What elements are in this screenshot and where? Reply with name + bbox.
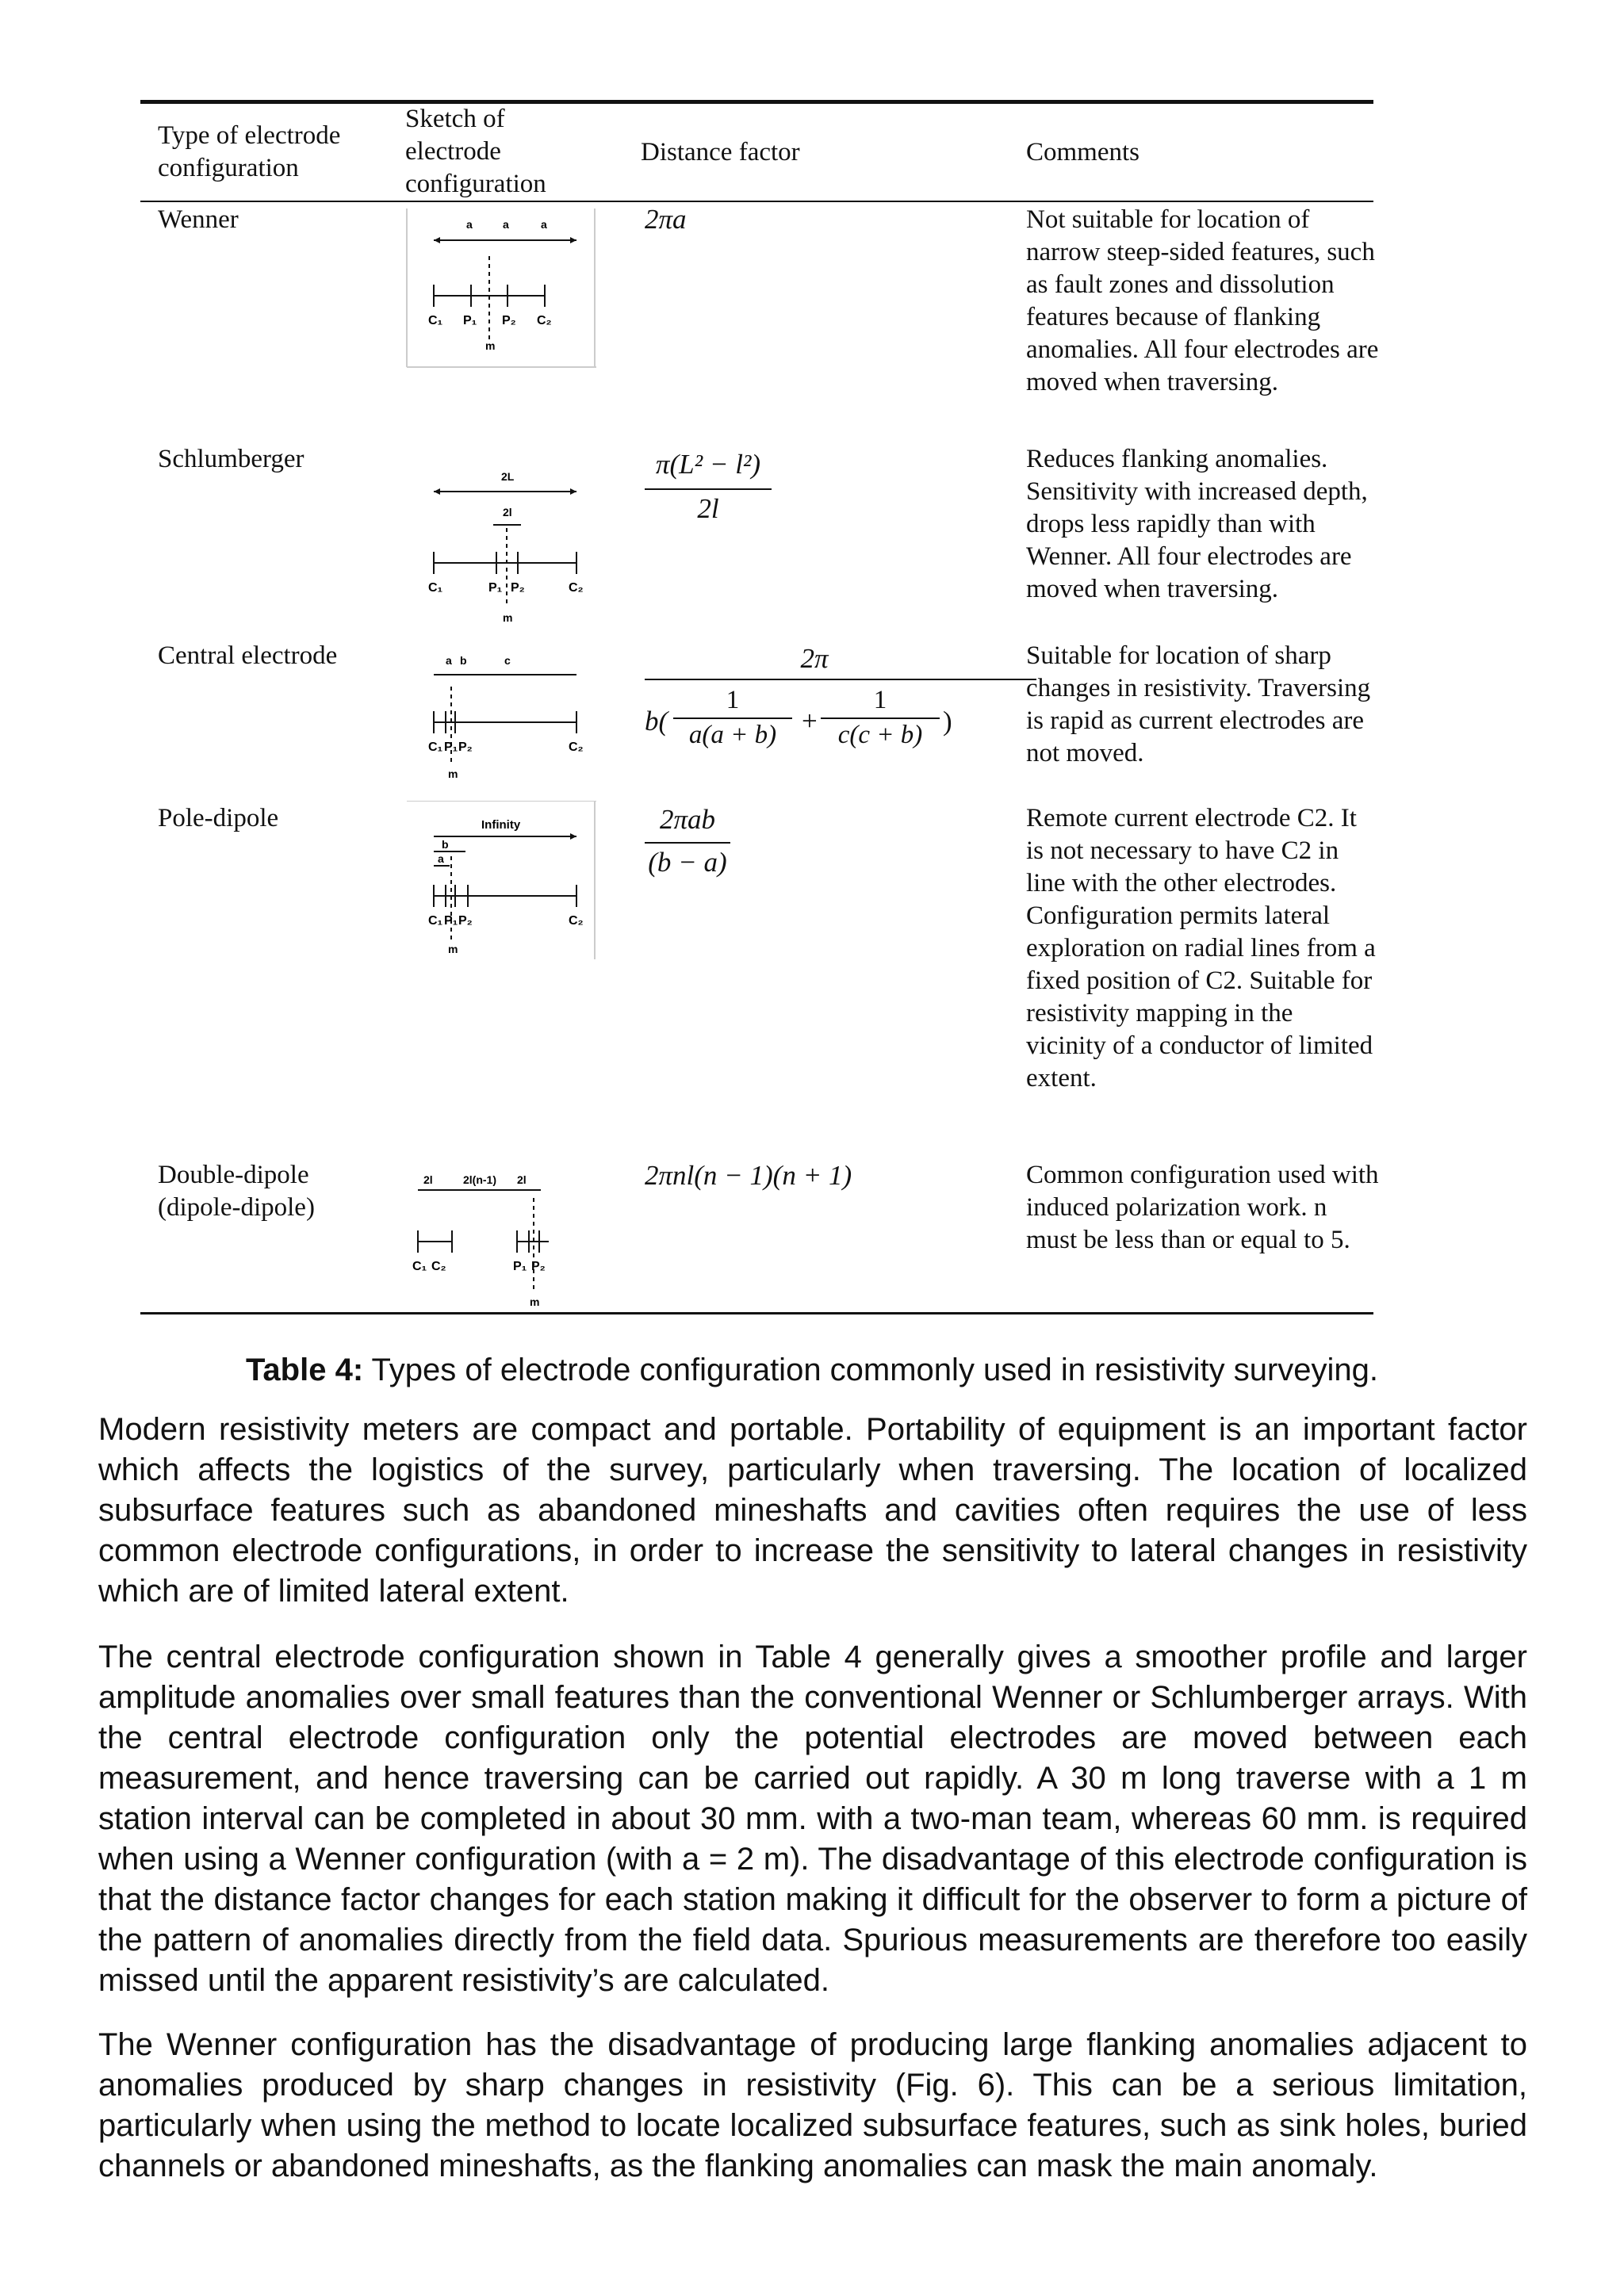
central-electrode-sketch <box>406 643 596 806</box>
pole-dipole-label-b: b <box>442 838 449 851</box>
row-wenner-type: Wenner <box>158 205 239 234</box>
double-dipole-label-2l-left: 2l <box>423 1173 433 1186</box>
double-dipole-label-2l-n: 2l(n-1) <box>463 1173 496 1186</box>
central-label-b: b <box>460 654 467 667</box>
wenner-label-a2: a <box>503 218 509 231</box>
schlumberger-comments: Reduces flanking anomalies. Sensitivity with increased depth, drops less rapidly than with Wenner. All four electrodes are moved when traversing. <box>1026 445 1368 603</box>
central-formula-bar-2 <box>821 718 940 719</box>
header-distance-factor: Distance factor <box>641 138 800 166</box>
central-formula-main-bar <box>645 679 1036 680</box>
row-schlumberger-type: Schlumberger <box>158 445 304 473</box>
schlumberger-label-c2: C₂ <box>569 581 584 595</box>
pole-dipole-formula-denominator: (b − a) <box>648 847 727 878</box>
row-double-dipole-type <box>158 1159 315 1224</box>
double-dipole-label-c2: C₂ <box>431 1260 446 1273</box>
central-formula-one-2: 1 <box>873 686 887 714</box>
central-formula-top: 2π <box>800 643 829 674</box>
pole-dipole-label-infinity: Infinity <box>481 818 521 832</box>
central-formula-close: ) <box>943 706 952 737</box>
schlumberger-label-p1: P₁ <box>488 581 503 595</box>
wenner-label-c1: C₁ <box>428 314 443 327</box>
paragraph-3: The Wenner configuration has the disadvantage of producing large flanking anomalies adjacent to anomalies produced by sharp changes in resistivity (Fig. 6). This can be a serious limitation, particularly when using the method to locate localized subsurface features, such as sink holes, buried channels or abandoned mineshafts, as the flanking anomalies can mask the main anomaly. <box>98 2027 1527 2183</box>
wenner-label-a1: a <box>466 218 473 231</box>
wenner-comments: Not suitable for location of narrow steep-sided features, such as fault zones and dissolution features because of flanking anomalies. All four electrodes are moved when traversing. <box>1026 205 1379 396</box>
row-pole-dipole-type: Pole-dipole <box>158 804 279 832</box>
pole-dipole-label-m: m <box>448 943 458 955</box>
wenner-label-a3: a <box>541 218 547 231</box>
schlumberger-formula-denominator: 2l <box>697 493 719 524</box>
paragraph-1: Modern resistivity meters are compact and portable. Portability of equipment is an important factor which affects the logistics of the survey, particularly when traversing. The location of localized subsurface features such as abandoned mineshafts and cavities often requires the use of less common electrode configurations, in order to increase the sensitivity to lateral changes in resistivity which are of limited lateral extent. <box>98 1412 1527 1609</box>
double-dipole-label-p1: P₁ <box>513 1260 527 1273</box>
schlumberger-formula-bar <box>645 488 772 490</box>
wenner-label-p1: P₁ <box>463 314 477 327</box>
central-formula-plus: + <box>802 706 818 737</box>
pole-dipole-label-p2: P₂ <box>458 914 473 928</box>
electrode-configuration-table <box>140 100 1379 1315</box>
central-label-c2: C₂ <box>569 740 584 754</box>
wenner-distance-factor: 2πa <box>645 204 687 235</box>
schlumberger-label-2L: 2L <box>501 470 515 483</box>
pole-dipole-label-a: a <box>438 852 444 865</box>
table-caption <box>0 1350 1624 1390</box>
pole-dipole-formula-bar <box>645 842 730 844</box>
central-label-c: c <box>504 654 511 667</box>
header-comments: Comments <box>1026 138 1140 166</box>
pole-dipole-formula-numerator: 2πab <box>659 804 716 835</box>
pole-dipole-comments: Remote current electrode C2. It is not necessary to have C2 in line with the other electrodes. Configuration permits lateral exploration on radial lines from a fixed position of C2. Suitable for resistivity mapping in the vicinity of a conductor of limited extent. <box>1026 804 1376 1093</box>
pole-dipole-sketch <box>406 801 596 971</box>
pole-dipole-label-c2: C₂ <box>569 914 584 928</box>
central-formula-bar-1 <box>673 718 792 719</box>
double-dipole-distance-factor: 2πnl(n − 1)(n + 1) <box>645 1160 852 1191</box>
double-dipole-sketch <box>406 1166 596 1321</box>
schlumberger-label-p2: P₂ <box>511 581 525 595</box>
wenner-sketch <box>406 209 596 375</box>
double-dipole-type-line1: Double-dipole <box>158 1161 309 1189</box>
wenner-label-p2: P₂ <box>502 314 516 327</box>
central-label-p2: P₂ <box>458 740 473 754</box>
central-formula-den-1: a(a + b) <box>688 721 777 749</box>
table-header-rule <box>140 201 1373 202</box>
schlumberger-label-m: m <box>503 611 513 624</box>
caption-label: Table 4: <box>245 1353 364 1387</box>
central-label-p1: P₁ <box>444 740 458 754</box>
table-top-rule <box>140 100 1373 104</box>
pole-dipole-label-c1: C₁ <box>428 914 443 928</box>
double-dipole-comments: Common configuration used with induced polarization work. n must be less than or equal to 5. <box>1026 1161 1379 1254</box>
header-type: Type of electrode configuration <box>158 121 341 182</box>
central-formula-b: b( <box>645 706 668 737</box>
wenner-label-m: m <box>485 339 496 352</box>
pole-dipole-label-p1: P₁ <box>444 914 458 928</box>
central-label-a: a <box>446 654 452 667</box>
schlumberger-label-c1: C₁ <box>428 581 443 595</box>
double-dipole-label-p2: P₂ <box>531 1260 546 1273</box>
table-bottom-rule <box>140 1312 1373 1314</box>
caption-text: Types of electrode configuration commonly used in resistivity surveying. <box>363 1353 1379 1387</box>
central-electrode-comments: Suitable for location of sharp changes in resistivity. Traversing is rapid as current electrodes are not moved. <box>1026 641 1371 767</box>
schlumberger-formula-numerator: π(L² − l²) <box>655 449 761 480</box>
schlumberger-sketch <box>406 465 596 639</box>
central-formula-one-1: 1 <box>726 686 740 714</box>
wenner-label-c2: C₂ <box>537 314 552 327</box>
schlumberger-label-2l: 2l <box>503 506 512 519</box>
double-dipole-label-m: m <box>530 1295 540 1308</box>
row-central-electrode-type: Central electrode <box>158 641 338 670</box>
double-dipole-label-2l-right: 2l <box>517 1173 527 1186</box>
central-label-c1: C₁ <box>428 740 443 754</box>
paragraph-2: The central electrode configuration shown in Table 4 generally gives a smoother profile and larger amplitude anomalies over small features than the conventional Wenner or Schlumberger arrays. With the central electrode configuration only the potential electrodes are moved between each measurement, and hence traversing can be carried out rapidly. A 30 m long traverse with a 1 m station interval can be completed in about 30 mm. with a two-man team, whereas 60 mm. is required when using a Wenner configuration (with a = 2 m). The disadvantage of this electrode configuration is that the distance factor changes for each station making it difficult for the observer to form a picture of the pattern of anomalies directly from the field data. Spurious measurements are therefore too easily missed until the apparent resistivity’s are calculated. <box>98 1640 1527 1998</box>
central-label-m: m <box>448 767 458 780</box>
double-dipole-label-c1: C₁ <box>412 1260 427 1273</box>
double-dipole-type-line2: (dipole-dipole) <box>158 1193 315 1222</box>
central-formula-den-2: c(c + b) <box>837 721 923 749</box>
header-sketch: Sketch of electrode configuration <box>405 105 546 198</box>
